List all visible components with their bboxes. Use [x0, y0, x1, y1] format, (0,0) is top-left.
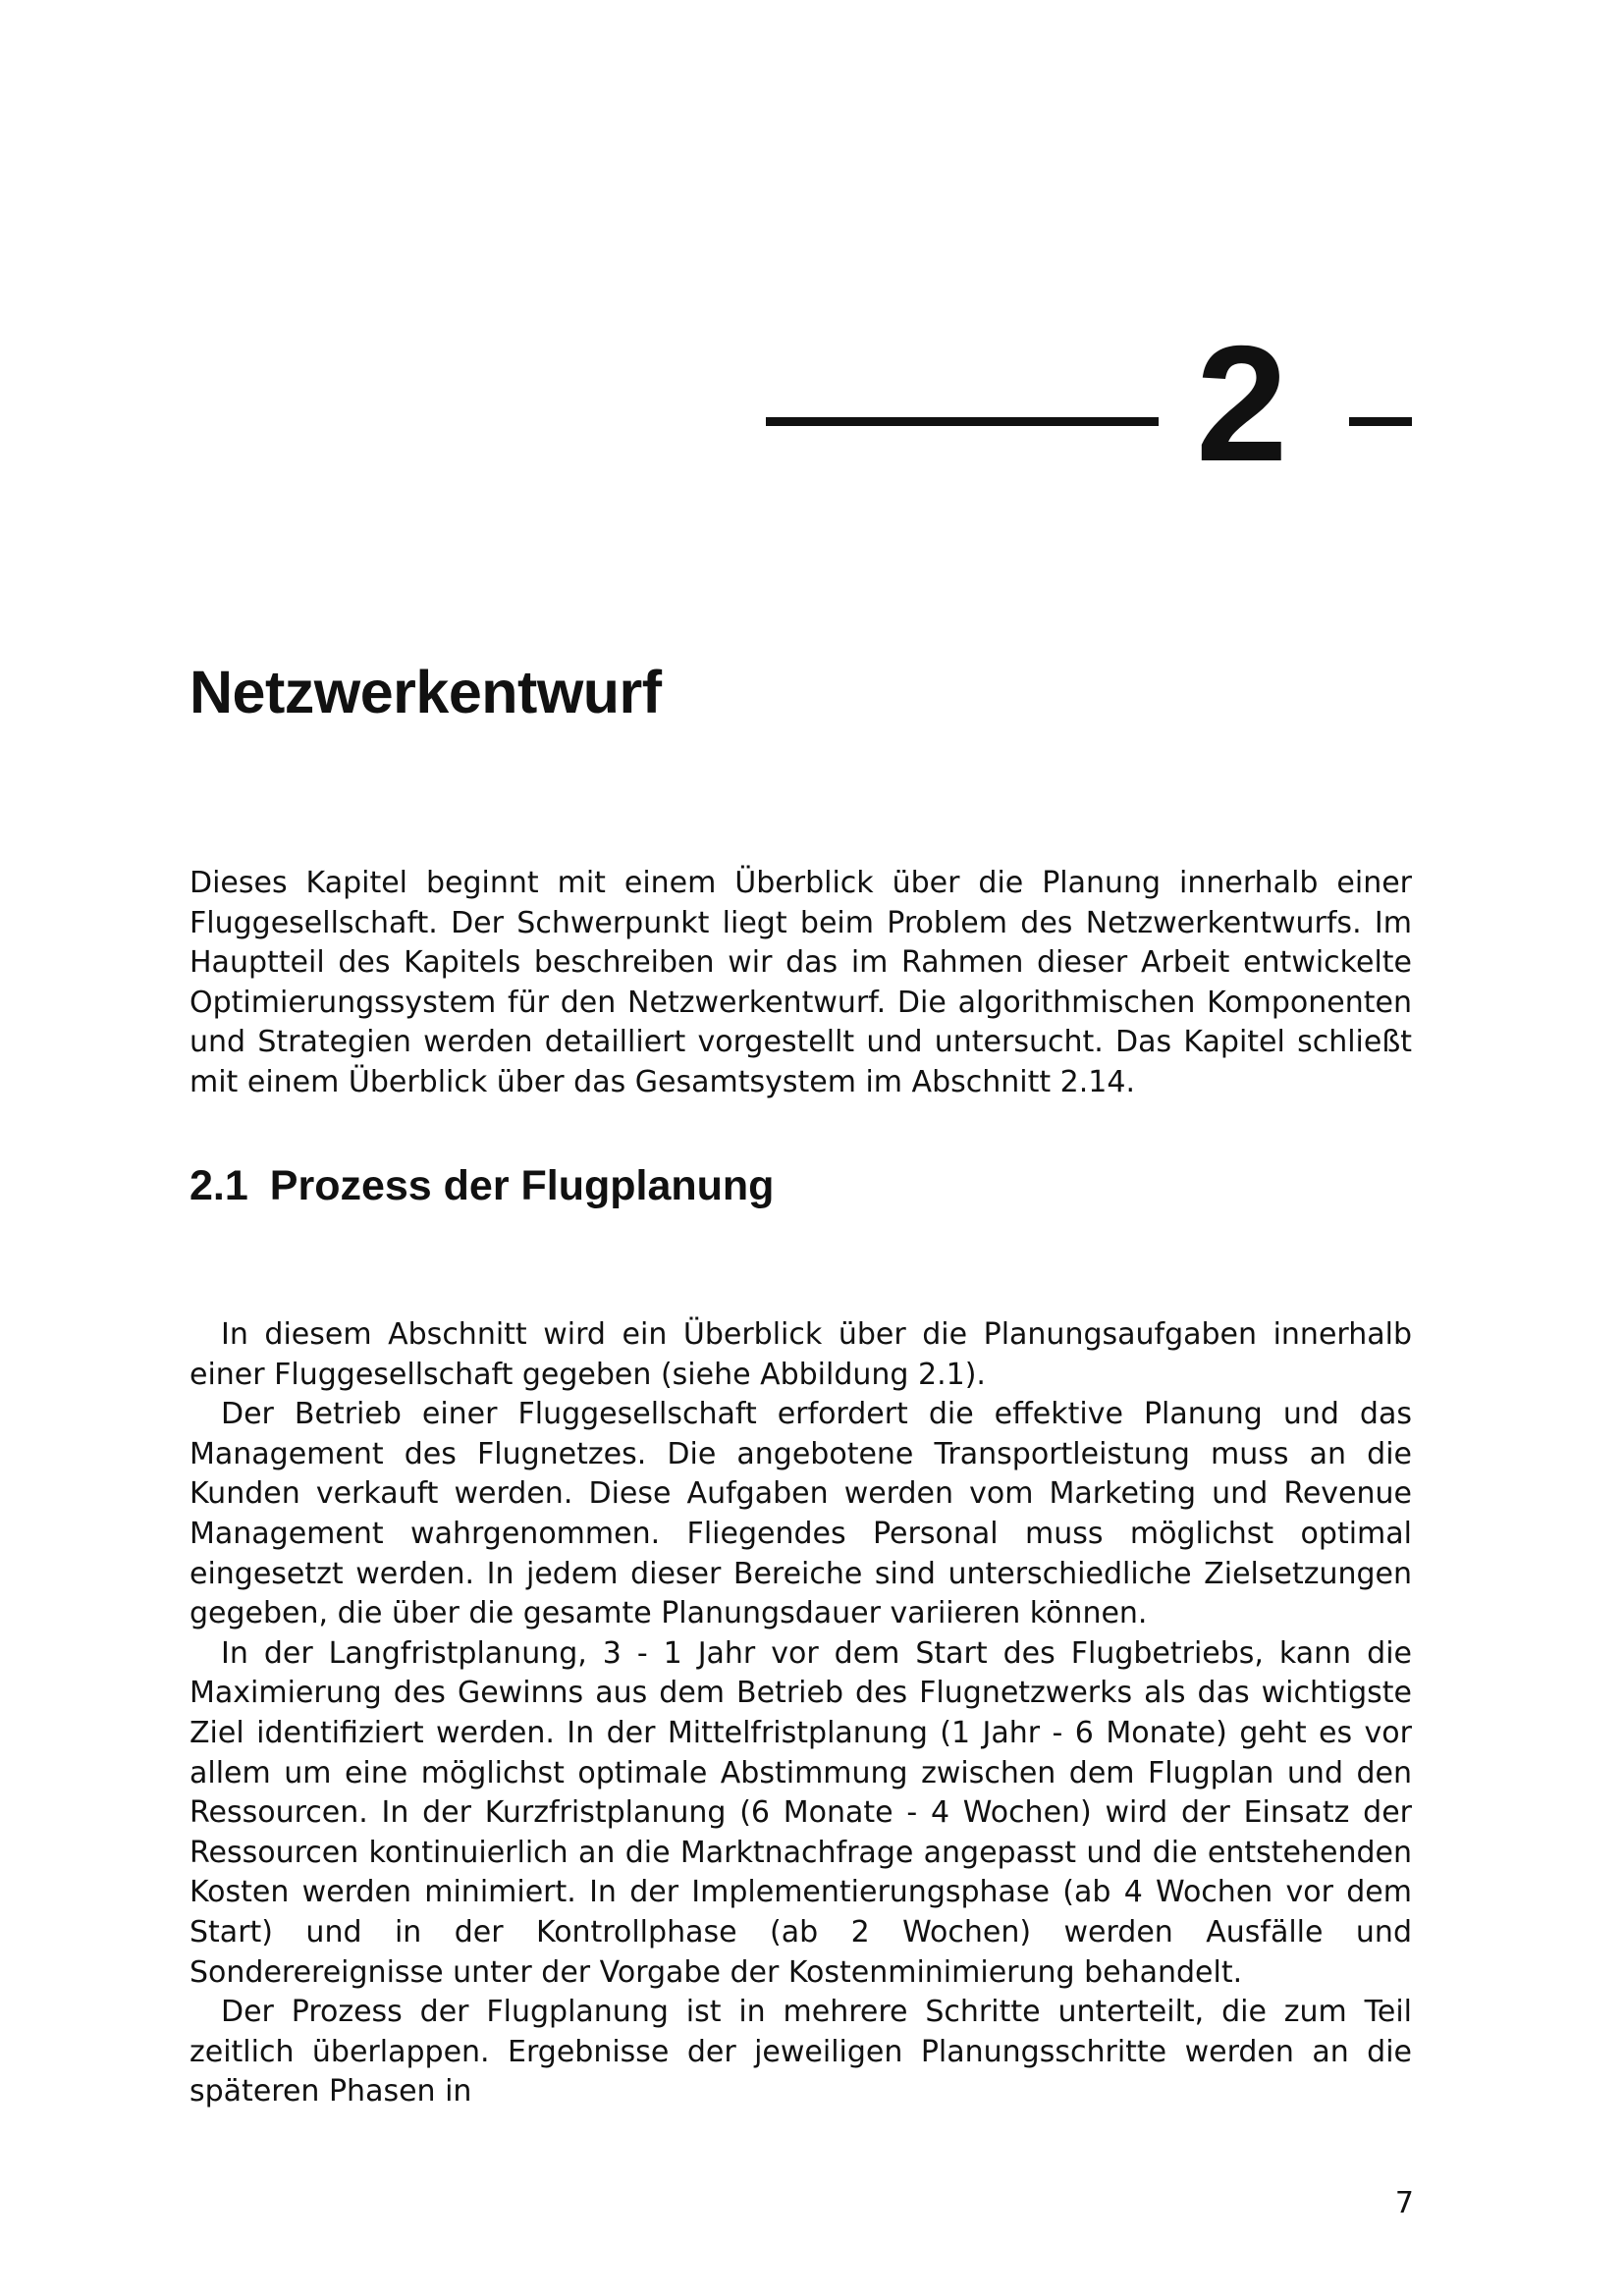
section-heading [189, 1158, 774, 1213]
chapter-header [766, 311, 1414, 496]
section-number: 2.1 [189, 1162, 248, 1209]
chapter-rule-left [766, 417, 1159, 426]
intro-paragraph: Dieses Kapitel beginnt mit einem Überblick über die Planung innerhalb einer Fluggesellschaft. Der Schwerpunkt liegt beim Problem des Netzwerkentwurfs. Im Hauptteil des Kapitels beschreiben wir das im Rahmen dieser Arbeit entwickelte Optimierungssystem für den Netzwerkentwurf. Die algorithmischen Komponenten und Strategien werden detailliert vorgestellt und untersucht. Das Kapitel schließt mit einem Überblick über das Gesamtsystem im Abschnitt 2.14. [189, 866, 1412, 1099]
chapter-rule-right [1349, 417, 1412, 426]
body-paragraph: Der Betrieb einer Fluggesellschaft erfordert die effektive Planung und das Management des Flugnetzes. Die angebotene Transportleistung muss an die Kunden verkauft werden. Diese Aufgaben werden vom Marketing und Revenue Management wahrgenommen. Fliegendes Personal muss möglichst optimal eingesetzt werden. In jedem dieser Bereiche sind unterschiedliche Zielsetzungen gegeben, die über die gesamte Planungsdauer variieren können. [189, 1397, 1412, 1631]
body-paragraph: In der Langfristplanung, 3 - 1 Jahr vor dem Start des Flugbetriebs, kann die Maximierung des Gewinns aus dem Betrieb des Flugnetzwerks als das wichtigste Ziel identifiziert werden. In der Mittelfristplanung (1 Jahr - 6 Monate) geht es vor allem um eine möglichst optimale Abstimmung zwischen dem Flugplan und den Ressourcen. In der Kurzfristplanung (6 Monate - 4 Wochen) wird der Einsatz der Ressourcen kontinuierlich an die Marktnachfrage angepasst und die entstehenden Kosten werden minimiert. In der Implementierungsphase (ab 4 Wochen vor dem Start) und in der Kontrollphase (ab 2 Wochen) werden Ausfälle und Sonderereignisse unter der Vorgabe der Kostenminimierung behandelt. [189, 1635, 1412, 1990]
chapter-title: Netzwerkentwurf [189, 659, 662, 725]
body-paragraph: Der Prozess der Flugplanung ist in mehrere Schritte unterteilt, die zum Teil zeitlich überlappen. Ergebnisse der jeweiligen Planungsschritte werden an die späteren Phasen in [189, 1995, 1412, 2109]
section-title: Prozess der Flugplanung [269, 1162, 775, 1209]
section-body [189, 1315, 1412, 2112]
chapter-number: 2 [1196, 311, 1288, 496]
page-number: 7 [1394, 2186, 1414, 2220]
body-paragraph: In diesem Abschnitt wird ein Überblick über die Planungsaufgaben innerhalb einer Fluggesellschaft gegeben (siehe Abbildung 2.1). [189, 1317, 1412, 1392]
chapter-intro [189, 864, 1412, 1103]
